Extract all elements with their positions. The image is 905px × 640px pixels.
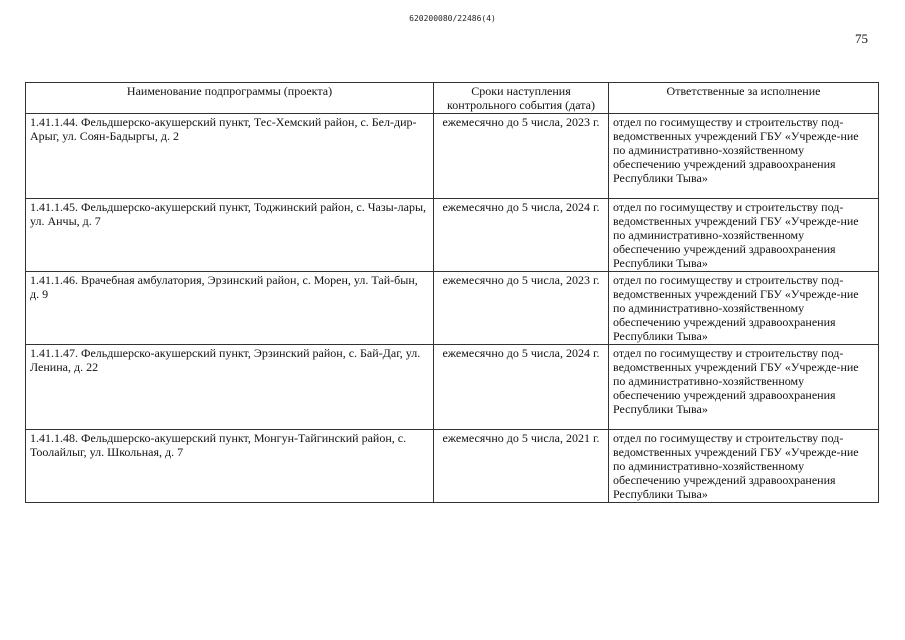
column-header-responsible: Ответственные за исполнение [609, 83, 879, 114]
deadline-cell: ежемесячно до 5 числа, 2023 г. [434, 272, 609, 345]
project-name-cell: 1.41.1.47. Фельдшерско-акушерский пункт, Эрзинский район, с. Бай-Даг, ул. Ленина, д. 22 [26, 345, 434, 430]
table-row [26, 114, 879, 199]
deadline-cell: ежемесячно до 5 числа, 2021 г. [434, 430, 609, 503]
responsible-cell: отдел по госимуществу и строительству под-ведомственных учреждений ГБУ «Учрежде-ние по административно-хозяйственному обеспечению учреждений здравоохранения Республики Тыва» [609, 430, 879, 503]
table-row [26, 430, 879, 503]
deadline-cell: ежемесячно до 5 числа, 2024 г. [434, 345, 609, 430]
project-name-cell: 1.41.1.45. Фельдшерско-акушерский пункт, Тоджинский район, с. Чазы-лары, ул. Анчы, д. 7 [26, 199, 434, 272]
project-name-cell: 1.41.1.46. Врачебная амбулатория, Эрзинский район, с. Морен, ул. Тай-бын, д. 9 [26, 272, 434, 345]
page-number: 75 [855, 31, 868, 46]
column-header-deadline: Сроки наступления контрольного события (дата) [434, 83, 609, 114]
table-row [26, 272, 879, 345]
project-name-cell: 1.41.1.44. Фельдшерско-акушерский пункт, Тес-Хемский район, с. Бел-дир-Арыг, ул. Соян-Бадыргы, д. 2 [26, 114, 434, 199]
project-name-cell: 1.41.1.48. Фельдшерско-акушерский пункт, Монгун-Тайгинский район, с. Тоолайлыг, ул. Школьная, д. 7 [26, 430, 434, 503]
program-table [25, 82, 879, 503]
document-code: 620200080/22486(4) [409, 14, 496, 23]
responsible-cell: отдел по госимуществу и строительству под-ведомственных учреждений ГБУ «Учрежде-ние по административно-хозяйственному обеспечению учреждений здравоохранения Республики Тыва» [609, 345, 879, 430]
deadline-cell: ежемесячно до 5 числа, 2024 г. [434, 199, 609, 272]
responsible-cell: отдел по госимуществу и строительству под-ведомственных учреждений ГБУ «Учрежде-ние по административно-хозяйственному обеспечению учреждений здравоохранения Республики Тыва» [609, 199, 879, 272]
table-row [26, 199, 879, 272]
column-header-name: Наименование подпрограммы (проекта) [26, 83, 434, 114]
deadline-cell: ежемесячно до 5 числа, 2023 г. [434, 114, 609, 199]
table-row [26, 345, 879, 430]
table-header-row [26, 83, 879, 114]
responsible-cell: отдел по госимуществу и строительству под-ведомственных учреждений ГБУ «Учрежде-ние по административно-хозяйственному обеспечению учреждений здравоохранения Республики Тыва» [609, 114, 879, 199]
responsible-cell: отдел по госимуществу и строительству под-ведомственных учреждений ГБУ «Учрежде-ние по административно-хозяйственному обеспечению учреждений здравоохранения Республики Тыва» [609, 272, 879, 345]
